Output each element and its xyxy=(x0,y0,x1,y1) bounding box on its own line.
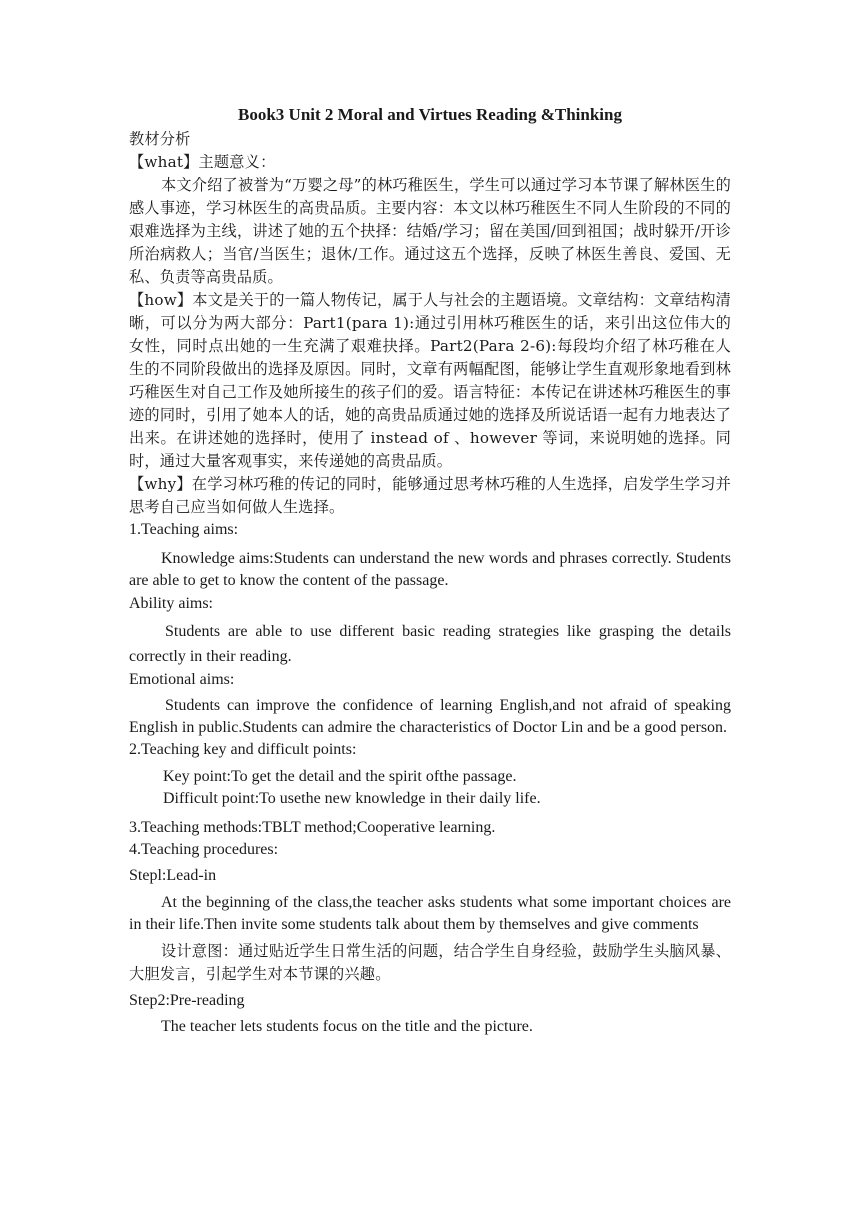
teaching-procedures-heading: 4.Teaching procedures: xyxy=(129,841,279,859)
step1-heading: Stepl:Lead-in xyxy=(129,867,217,885)
emotional-aims-heading: Emotional aims: xyxy=(129,670,235,688)
what-paragraph: 本文介绍了被誉为“万婴之母”的林巧稚医生，学生可以通过学习本节课了解林医生的感人事迹，学习林医生的高贵品质。主要内容：本文以林巧稚医生不同人生阶段的不同的艰难选择为主线，讲述了她的五个抉择：结婚/学习；留在美国/回到祖国；战时躲开/开诊所治病救人；当官/当医生；退休/工作。通过这五个选择，反映了林医生善良、爱国、无私、负责等高贵品质。 xyxy=(129,176,731,286)
document-title: Book3 Unit 2 Moral and Virtues Reading &Thinking xyxy=(238,105,622,124)
analysis-heading: 教材分析 xyxy=(129,130,191,148)
key-points-heading: 2.Teaching key and difficult points: xyxy=(129,741,357,759)
step1-design-intent: 设计意图：通过贴近学生日常生活的问题，结合学生自身经验，鼓励学生头脑风暴、大胆发言，引起学生对本节课的兴趣。 xyxy=(129,942,731,984)
difficult-point: Difficult point:To usethe new knowledge in their daily life. xyxy=(163,789,541,807)
what-heading: 【what】主题意义： xyxy=(129,153,276,171)
teaching-methods: 3.Teaching methods:TBLT method;Cooperative learning. xyxy=(129,819,496,837)
document-page xyxy=(129,104,731,1038)
step1-paragraph: At the beginning of the class,the teacher asks students what some important choices are in their life.Then invite some students talk about them by themselves and give comments xyxy=(129,893,731,933)
step2-heading: Step2:Pre-reading xyxy=(129,992,245,1010)
how-paragraph: 【how】本文是关于的一篇人物传记，属于人与社会的主题语境。文章结构：文章结构清晰，可以分为两大部分：Part1(para 1):通过引用林巧稚医生的话，来引出这位伟大的女性，同时点出她的一生充满了艰难抉择。Part2(Para 2-6):每段均介绍了林巧稚在人生的不同阶段做出的选择及原因。同时，文章有两幅配图，能够让学生直观形象地看到林巧稚医生对自己工作及她所接生的孩子们的爱。语言特征：本传记在讲述林巧稚医生的事迹的同时，引用了她本人的话，她的高贵品质通过她的选择及所说话语一起有力地表达了出来。在讲述她的选择时，使用了 instead of 、however 等词，来说明她的选择。同时，通过大量客观事实，来传递她的高贵品质。 xyxy=(129,291,731,470)
knowledge-aims-paragraph: Knowledge aims:Students can understand the new words and phrases correctly. Students are able to get to know the content of the passage. xyxy=(129,550,731,590)
why-paragraph: 【why】在学习林巧稚的传记的同时，能够通过思考林巧稚的人生选择，启发学生学习并思考自己应当如何做人生选择。 xyxy=(129,475,731,516)
key-point: Key point:To get the detail and the spirit ofthe passage. xyxy=(163,767,517,785)
emotional-aims-paragraph: Students can improve the confidence of learning English,and not afraid of speaking English in public.Students can admire the characteristics of Doctor Lin and be a good person. xyxy=(129,697,731,737)
ability-aims-paragraph: Students are able to use different basic reading strategies like grasping the details correctly in their reading. xyxy=(129,622,731,665)
teaching-aims-heading: 1.Teaching aims: xyxy=(129,521,239,538)
step2-paragraph: The teacher lets students focus on the title and the picture. xyxy=(161,1018,533,1036)
ability-aims-heading: Ability aims: xyxy=(129,594,213,612)
